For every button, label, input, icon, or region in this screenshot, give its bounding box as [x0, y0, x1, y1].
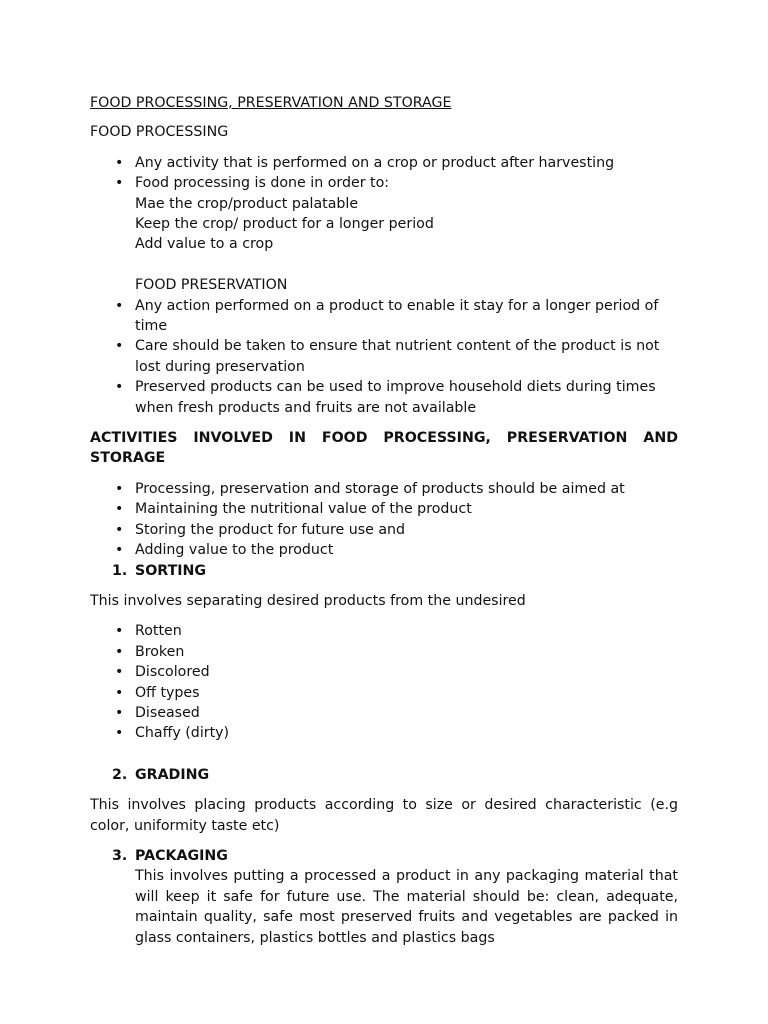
list-item: • Chaffy (dirty) [90, 723, 678, 743]
grading-text: This involves placing products according to size or desired characteristic (e.g color, uniformity taste etc) [90, 797, 678, 834]
list-item: • Maintaining the nutritional value of the product [90, 499, 678, 519]
sorting-heading [90, 561, 678, 581]
packaging-heading [90, 846, 678, 866]
sub-line: Mae the crop/product palatable [135, 195, 359, 212]
sub-line: Add value to a crop [135, 236, 274, 253]
list-item: • Any action performed on a product to enable it stay for a longer period of time [90, 296, 678, 337]
packaging-text: This involves putting a processed a product in any packaging material that will keep it safe for future use. The material should be: clean, adequate, maintain quality, safe most preserved fruits and vegetables are packed in glass containers, plastics bottles and plastics bags [135, 868, 678, 946]
list-item: • Preserved products can be used to improve household diets during times when fresh products and fruits are not available [90, 377, 678, 418]
list-item: • Care should be taken to ensure that nutrient content of the product is not lost during preservation [90, 336, 678, 377]
sorting-title: SORTING [135, 562, 207, 579]
section-heading-food-processing: FOOD PROCESSING [90, 124, 229, 141]
list-item: • Rotten [90, 621, 678, 641]
sorting-number: 1. [112, 562, 128, 579]
document-title: FOOD PROCESSING, PRESERVATION AND STORAGE [90, 95, 452, 111]
activities-heading-line2: STORAGE [90, 450, 166, 467]
list-item: • Discolored [90, 662, 678, 682]
food-processing-list [90, 153, 678, 194]
activities-heading-line1: ACTIVITIES INVOLVED IN FOOD PROCESSING, PRESERVATION AND [90, 430, 678, 447]
list-item: • Off types [90, 683, 678, 703]
list-item: • Storing the product for future use and [90, 520, 678, 540]
spacer [90, 255, 678, 275]
grading-number: 2. [112, 766, 128, 783]
grading-title: GRADING [135, 766, 210, 783]
activities-list [90, 479, 678, 561]
list-item: • Broken [90, 642, 678, 662]
activities-heading [90, 428, 678, 469]
sorting-text: This involves separating desired products from the undesired [90, 592, 526, 609]
packaging-title: PACKAGING [135, 847, 228, 864]
section-heading-food-preservation: FOOD PRESERVATION [135, 277, 288, 294]
list-item: • Processing, preservation and storage of products should be aimed at [90, 479, 678, 499]
food-preservation-list [90, 296, 678, 418]
list-item: • Food processing is done in order to: [90, 173, 678, 193]
list-item: • Adding value to the product [90, 540, 678, 560]
sub-line: Keep the crop/ product for a longer period [135, 216, 434, 233]
list-item: • Any activity that is performed on a crop or product after harvesting [90, 153, 678, 173]
list-item: • Diseased [90, 703, 678, 723]
grading-heading [90, 765, 678, 785]
packaging-number: 3. [112, 847, 128, 864]
sorting-list [90, 621, 678, 743]
